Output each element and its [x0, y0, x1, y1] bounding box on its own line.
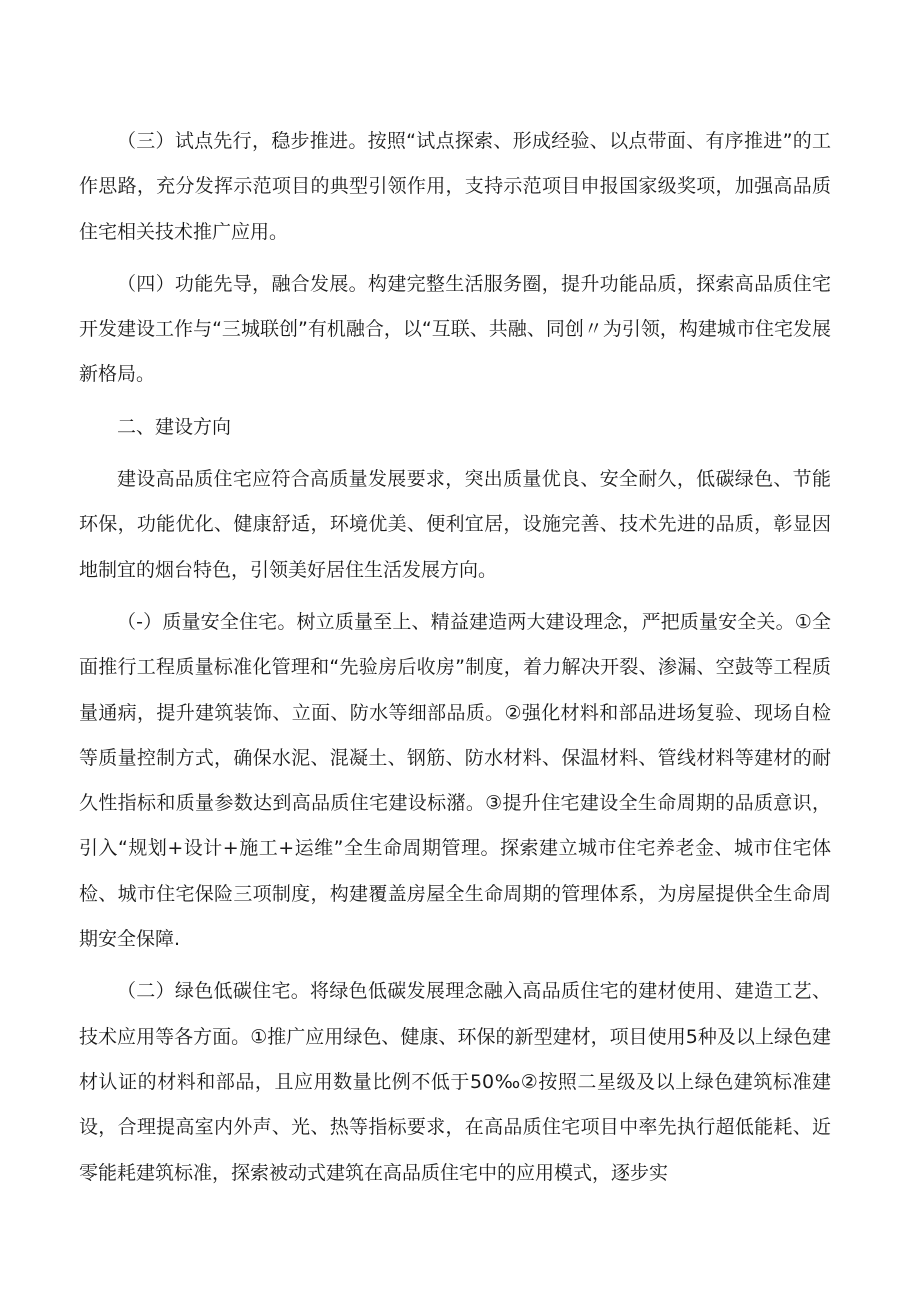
- document-body: [79, 119, 831, 1203]
- section-heading-construction-direction: 二、建设方向: [117, 415, 232, 438]
- paragraph-green-low-carbon-housing: （二）绿色低碳住宅。将绿色低碳发展理念融入高品质住宅的建材使用、建造工艺、技术应用等各方面。①推广应用绿色、健康、环保的新型建材，项目使用5种及以上绿色建材认证的材料和部品，且应用数量比例不低于50‰②按照二星级及以上绿色建筑标准建设，合理提高室内外声、光、热等指标要求，在高品质住宅项目中率先执行超低能耗、近零能耗建筑标准，探索被动式建筑在高品质住宅中的应用模式，逐步实: [79, 980, 831, 1184]
- paragraph-quality-safety-housing: （-）质量安全住宅。树立质量至上、精益建造两大建设理念，严把质量安全关。①全面推行工程质量标准化管理和“先验房后收房”制度，着力解决开裂、渗漏、空鼓等工程质量通病，提升建筑装饰、立面、防水等细部品质。②强化材料和部品进场复验、现场自检等质量控制方式，确保水泥、混凝土、钢筋、防水材料、保温材料、管线材料等建材的耐久性指标和质量参数达到高品质住宅建设标潴。③提升住宅建设全生命周期的品质意识，引入“规划+设计+施工+运维”全生命周期管理。探索建立城市住宅养老金、城市住宅体检、城市住宅保险三项制度，构建覆盖房屋全生命周期的管理体系，为房屋提供全生命周期安全保障.: [79, 610, 831, 951]
- paragraph-pilot-first: （三）试点先行，稳步推进。按照“试点探索、形成经验、以点带面、有序推进”的工作思路，充分发挥示范项目的典型引领作用，支持示范项目申报国家级奖项，加强高品质住宅相关技术推广应用。: [79, 130, 831, 243]
- paragraph-construction-requirements: 建设高品质住宅应符合高质量发展要求，突出质量优良、安全耐久，低碳绿色、节能环保，功能优化、健康舒适，环境优美、便利宜居，设施完善、技术先进的品质，彰显因地制宜的烟台特色，引领美好居住生活发展方向。: [79, 468, 831, 581]
- paragraph-function-led: （四）功能先导，融合发展。构建完整生活服务圈，提升功能品质，探索高品质住宅开发建设工作与“三城联创”有机融合，以“互联、共融、同创〃为引领，构建城市住宅发展新格局。: [79, 272, 831, 386]
